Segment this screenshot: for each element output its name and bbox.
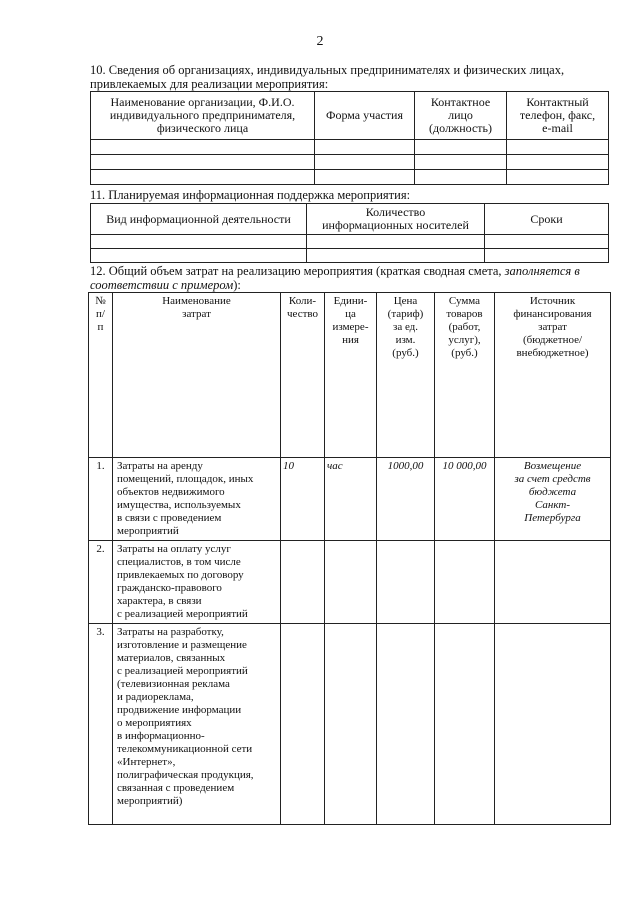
row-quantity[interactable] xyxy=(281,624,325,825)
table-cell[interactable] xyxy=(91,235,307,249)
row-unit[interactable]: час xyxy=(325,458,377,541)
column-header-quantity: Коли- чество xyxy=(281,293,325,458)
column-header-organization: Наименование организации, Ф.И.О. индивидуального предпринимателя, физического лица xyxy=(91,92,315,140)
table-cell[interactable] xyxy=(507,170,609,185)
table-row xyxy=(91,155,609,170)
row-unit[interactable] xyxy=(325,624,377,825)
table-row xyxy=(89,458,611,541)
table-row xyxy=(89,541,611,624)
section-12-heading-italic: заполняется в соответствии с примером xyxy=(90,264,580,292)
table-header-row xyxy=(91,204,609,235)
table-header-row xyxy=(91,92,609,140)
table-cell[interactable] xyxy=(415,170,507,185)
table-cell[interactable] xyxy=(91,170,315,185)
table-cell[interactable] xyxy=(91,140,315,155)
column-header-contact-person: Контактное лицо (должность) xyxy=(415,92,507,140)
row-sum[interactable] xyxy=(435,541,495,624)
section-10-heading: 10. Сведения об организациях, индивидуальных предпринимателях и физических лицах, привлекаемых для реализации мероприятия: xyxy=(90,63,565,91)
column-header-funding-source: Источник финансирования затрат (бюджетное/ внебюджетное) xyxy=(495,293,611,458)
row-funding-source[interactable]: Возмещение за счет средств бюджета Санкт- Петербурга xyxy=(495,458,611,541)
row-quantity[interactable]: 10 xyxy=(281,458,325,541)
row-sum[interactable] xyxy=(435,624,495,825)
cost-estimate-table xyxy=(88,292,611,825)
table-cell[interactable] xyxy=(485,235,609,249)
table-row xyxy=(91,249,609,263)
row-cost-name: Затраты на аренду помещений, площадок, иных объектов недвижимого имущества, используемых в связи с проведением мероприятий xyxy=(113,458,281,541)
column-header-participation-form: Форма участия xyxy=(315,92,415,140)
column-header-terms: Сроки xyxy=(485,204,609,235)
row-price[interactable]: 1000,00 xyxy=(377,458,435,541)
table-row xyxy=(91,140,609,155)
table-cell[interactable] xyxy=(307,249,485,263)
table-row xyxy=(91,170,609,185)
column-header-cost-name: Наименование затрат xyxy=(113,293,281,458)
column-header-price: Цена (тариф) за ед. изм. (руб.) xyxy=(377,293,435,458)
table-row xyxy=(89,624,611,825)
row-quantity[interactable] xyxy=(281,541,325,624)
table-cell[interactable] xyxy=(507,155,609,170)
column-header-number: № п/ п xyxy=(89,293,113,458)
column-header-sum: Сумма товаров (работ, услуг), (руб.) xyxy=(435,293,495,458)
row-number: 2. xyxy=(89,541,113,624)
row-cost-name: Затраты на разработку, изготовление и размещение материалов, связанных с реализацией мероприятий (телевизионная реклама и радиореклама, продвижение информации о мероприятиях в информационно- телекоммуникационной сети «Интернет», полиграфическая продукция, связанная с проведением мероприятий) xyxy=(113,624,281,825)
info-support-table xyxy=(90,203,609,263)
table-header-row xyxy=(89,293,611,458)
row-sum[interactable]: 10 000,00 xyxy=(435,458,495,541)
row-unit[interactable] xyxy=(325,541,377,624)
table-cell[interactable] xyxy=(307,235,485,249)
row-number: 1. xyxy=(89,458,113,541)
section-12-heading xyxy=(90,264,612,292)
table-cell[interactable] xyxy=(485,249,609,263)
row-cost-name: Затраты на оплату услуг специалистов, в том числе привлекаемых по договору гражданско-правового характера, в связи с реализацией мероприятий xyxy=(113,541,281,624)
table-cell[interactable] xyxy=(415,140,507,155)
table-cell[interactable] xyxy=(507,140,609,155)
column-header-contact-phone: Контактный телефон, факс, e-mail xyxy=(507,92,609,140)
column-header-info-activity: Вид информационной деятельности xyxy=(91,204,307,235)
section-12-heading-text: 12. Общий объем затрат на реализацию мероприятия (краткая сводная смета, xyxy=(90,264,505,278)
page-number: 2 xyxy=(316,34,324,49)
table-cell[interactable] xyxy=(91,155,315,170)
table-row xyxy=(91,235,609,249)
row-price[interactable] xyxy=(377,541,435,624)
row-number: 3. xyxy=(89,624,113,825)
participants-table xyxy=(90,91,609,185)
table-cell[interactable] xyxy=(91,249,307,263)
row-price[interactable] xyxy=(377,624,435,825)
table-cell[interactable] xyxy=(315,170,415,185)
table-cell[interactable] xyxy=(415,155,507,170)
section-11-heading: 11. Планируемая информационная поддержка мероприятия: xyxy=(90,188,411,202)
section-12-heading-end: ): xyxy=(233,278,241,292)
row-funding-source[interactable] xyxy=(495,541,611,624)
table-cell[interactable] xyxy=(315,140,415,155)
table-cell[interactable] xyxy=(315,155,415,170)
column-header-unit: Едини- ца измере- ния xyxy=(325,293,377,458)
row-funding-source[interactable] xyxy=(495,624,611,825)
column-header-media-count: Количество информационных носителей xyxy=(307,204,485,235)
